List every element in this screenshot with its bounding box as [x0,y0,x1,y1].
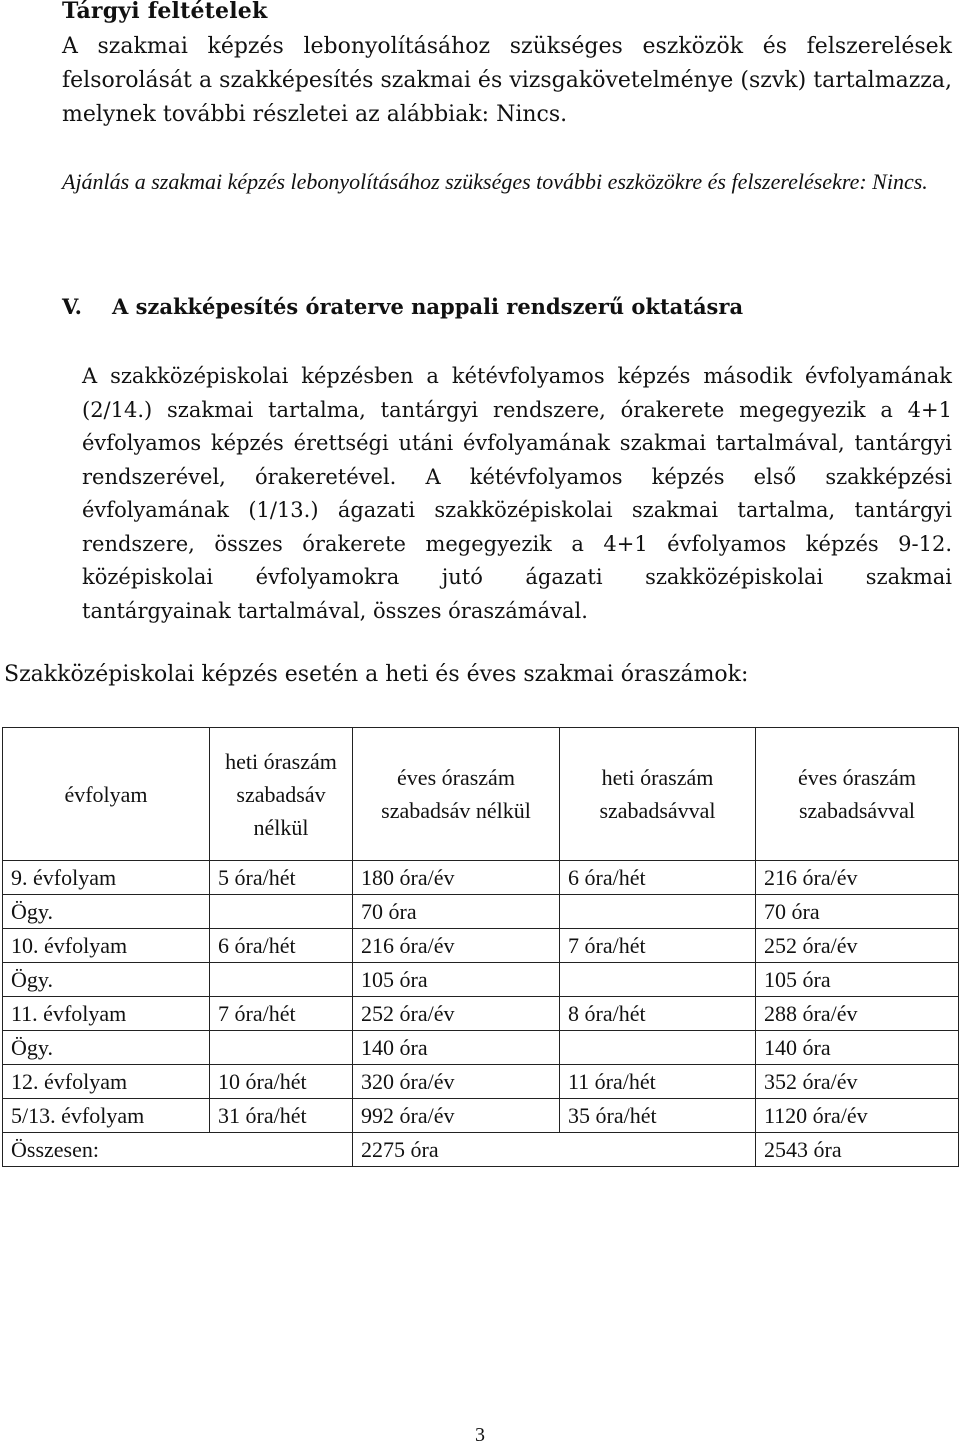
cell-weekly-with [560,1031,756,1065]
cell-weekly-without: 6 óra/hét [210,929,353,963]
cell-grade: Ögy. [3,895,210,929]
body-line: évfolyamos képzés érettségi utáni évfolyamának szakmai tartalmával, tantárgyi [82,431,952,455]
cell-grade: Ögy. [3,1031,210,1065]
cell-annual-with: 140 óra [756,1031,959,1065]
cell-annual-with: 252 óra/év [756,929,959,963]
cell-grade: 12. évfolyam [3,1065,210,1099]
cell-weekly-with [560,963,756,997]
cell-weekly-without [210,895,353,929]
cell-annual-without: 992 óra/év [353,1099,560,1133]
header-weekly-without: heti óraszám szabadsáv nélkül [210,728,353,861]
section-title-text: A szakképesítés óraterve nappali rendszerű oktatásra [112,294,744,319]
table-caption: Szakközépiskolai képzés esetén a heti és éves szakmai óraszámok: [4,662,749,687]
cell-annual-with: 70 óra [756,895,959,929]
body-line: (2/14.) szakmai tartalma, tantárgyi rendszere, órakerete megegyezik a 4+1 [82,397,952,422]
body-line: rendszerével, órakeretével. A kétévfolyamos képzés első szakképzési [82,464,952,489]
cell-weekly-without: 7 óra/hét [210,997,353,1031]
cell-weekly-without [210,1031,353,1065]
cell-annual-without: 216 óra/év [353,929,560,963]
page-number: 3 [475,1424,485,1446]
cell-weekly-without: 31 óra/hét [210,1099,353,1133]
cell-weekly-with: 35 óra/hét [560,1099,756,1133]
cell-weekly-without [210,963,353,997]
cell-annual-without: 140 óra [353,1031,560,1065]
total-annual-without: 2275 óra [353,1133,756,1167]
intro-paragraph [62,30,952,132]
cell-weekly-without: 10 óra/hét [210,1065,353,1099]
table-row [3,929,959,963]
table-row [3,1031,959,1065]
cell-annual-with: 1120 óra/év [756,1099,959,1133]
table-total-row [3,1133,959,1167]
cell-weekly-with: 6 óra/hét [560,861,756,895]
cell-annual-without: 105 óra [353,963,560,997]
hours-table [2,727,959,1167]
cell-annual-with: 352 óra/év [756,1065,959,1099]
cell-grade: 11. évfolyam [3,997,210,1031]
cell-weekly-with: 7 óra/hét [560,929,756,963]
table-row [3,861,959,895]
cell-annual-without: 252 óra/év [353,997,560,1031]
cell-grade: 10. évfolyam [3,929,210,963]
cell-weekly-with [560,895,756,929]
table-row [3,1099,959,1133]
header-annual-without: éves óraszám szabadsáv nélkül [353,728,560,861]
cell-annual-with: 288 óra/év [756,997,959,1031]
header-weekly-with: heti óraszám szabadsávval [560,728,756,861]
body-paragraph [82,360,952,628]
header-annual-with: éves óraszám szabadsávval [756,728,959,861]
cell-weekly-with: 8 óra/hét [560,997,756,1031]
total-label: Összesen: [3,1133,353,1167]
cell-weekly-with: 11 óra/hét [560,1065,756,1099]
body-line: évfolyamának (1/13.) ágazati szakközépiskolai szakmai tartalma, tantárgyi [82,498,952,522]
cell-grade: 5/13. évfolyam [3,1099,210,1133]
section-number: V. [62,294,82,319]
body-line: rendszere, összes órakerete megegyezik a 4+1 évfolyamos képzés 9-12. [82,531,952,556]
cell-annual-without: 180 óra/év [353,861,560,895]
cell-annual-with: 105 óra [756,963,959,997]
table-row [3,1065,959,1099]
body-line: A szakközépiskolai képzésben a kétévfolyamos képzés második évfolyamának [82,364,952,388]
intro-line: felsorolását a szakképesítés szakmai és vizsgakövetelménye (szvk) tartalmazza, [62,68,952,93]
body-line: tantárgyainak tartalmával, összes óraszámával. [82,598,588,623]
intro-line: melynek további részletei az alábbiak: Nincs. [62,102,568,127]
section-title [62,294,743,319]
header-grade: évfolyam [3,728,210,861]
section-heading-material-conditions: Tárgyi feltételek [62,0,268,24]
cell-grade: 9. évfolyam [3,861,210,895]
table-row [3,997,959,1031]
recommendation-text: Ajánlás a szakmai képzés lebonyolításához szükséges további eszközökre és felszerelésekre: Nincs. [62,169,928,194]
cell-weekly-without: 5 óra/hét [210,861,353,895]
cell-annual-with: 216 óra/év [756,861,959,895]
table-row [3,895,959,929]
intro-line: A szakmai képzés lebonyolításához szükséges eszközök és felszerelések [62,34,952,59]
cell-annual-without: 320 óra/év [353,1065,560,1099]
cell-annual-without: 70 óra [353,895,560,929]
total-annual-with: 2543 óra [756,1133,959,1167]
table-header-row [3,728,959,861]
body-line: középiskolai évfolyamokra jutó ágazati szakközépiskolai szakmai [82,565,952,589]
table-row [3,963,959,997]
cell-grade: Ögy. [3,963,210,997]
